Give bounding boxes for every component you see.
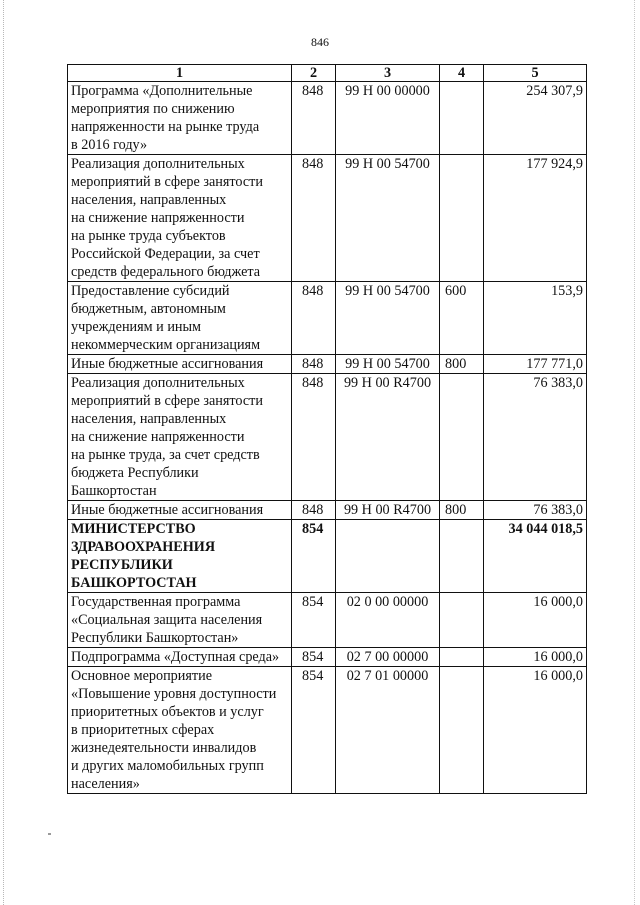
table-header: [68, 65, 587, 82]
row-name-line: на рынке труда, за счет средств: [71, 447, 260, 463]
row-name-line: «Социальная защита населения: [71, 612, 263, 628]
table-row: [68, 648, 587, 667]
header-col-3: 3: [336, 65, 440, 82]
row-csr-cell: 99 Н 00 00000: [336, 82, 440, 155]
row-sum-cell: 177 924,9: [484, 155, 587, 282]
row-name-line: и других маломобильных групп: [71, 758, 264, 774]
row-name-line: «Повышение уровня доступности: [71, 686, 277, 702]
row-name-line: на рынке труда субъектов: [71, 228, 226, 244]
header-col-5: 5: [484, 65, 587, 82]
row-name-line: в 2016 году»: [71, 137, 148, 153]
row-name-line: населения, направленных: [71, 411, 227, 427]
row-vr-cell: [440, 648, 484, 667]
row-name-line: некоммерческим организациям: [71, 337, 261, 353]
row-vr-cell: [440, 593, 484, 648]
scan-right-edge: [634, 0, 636, 905]
row-sum-cell: 16 000,0: [484, 648, 587, 667]
row-csr-cell: 99 Н 00 R4700: [336, 374, 440, 501]
row-sum-cell: 16 000,0: [484, 593, 587, 648]
row-name-line: Иные бюджетные ассигнования: [71, 502, 264, 518]
row-name-cell: [68, 155, 292, 282]
row-csr-cell: 02 7 01 00000: [336, 667, 440, 794]
row-name-line: Подпрограмма «Доступная среда»: [71, 649, 280, 665]
row-vr-cell: 800: [440, 355, 484, 374]
table-body: [68, 82, 587, 794]
row-ved-cell: 854: [292, 593, 336, 648]
row-name-line: в приоритетных сферах: [71, 722, 215, 738]
row-name-line: приоритетных объектов и услуг: [71, 704, 264, 720]
row-name-line: населения»: [71, 776, 140, 792]
row-ved-cell: 848: [292, 374, 336, 501]
row-csr-cell: [336, 520, 440, 593]
row-name-line: МИНИСТЕРСТВО: [71, 521, 196, 537]
row-sum-cell: 177 771,0: [484, 355, 587, 374]
row-vr-cell: 800: [440, 501, 484, 520]
row-sum-cell: 153,9: [484, 282, 587, 355]
row-name-cell: [68, 355, 292, 374]
row-name-cell: [68, 501, 292, 520]
row-name-line: мероприятий в сфере занятости: [71, 174, 263, 190]
table-row: [68, 155, 587, 282]
row-name-line: БАШКОРТОСТАН: [71, 575, 197, 591]
row-name-line: РЕСПУБЛИКИ: [71, 557, 173, 573]
row-name-line: Предоставление субсидий: [71, 283, 230, 299]
row-ved-cell: 854: [292, 667, 336, 794]
row-name-line: населения, направленных: [71, 192, 227, 208]
header-col-4: 4: [440, 65, 484, 82]
row-name-line: Основное мероприятие: [71, 668, 212, 684]
row-name-line: бюджета Республики: [71, 465, 199, 481]
table-row: [68, 593, 587, 648]
row-csr-cell: 99 Н 00 54700: [336, 282, 440, 355]
row-ved-cell: 848: [292, 501, 336, 520]
row-name-cell: [68, 282, 292, 355]
row-name-cell: [68, 82, 292, 155]
row-name-line: Иные бюджетные ассигнования: [71, 356, 264, 372]
row-sum-cell: 76 383,0: [484, 374, 587, 501]
row-csr-cell: 99 Н 00 54700: [336, 155, 440, 282]
budget-table: [67, 64, 587, 794]
header-col-1: 1: [68, 65, 292, 82]
row-sum-cell: 16 000,0: [484, 667, 587, 794]
row-name-line: Башкортостан: [71, 483, 157, 499]
row-name-line: Российской Федерации, за счет: [71, 246, 260, 262]
row-vr-cell: [440, 667, 484, 794]
row-name-line: жизнедеятельности инвалидов: [71, 740, 257, 756]
header-row: [68, 65, 587, 82]
header-col-2: 2: [292, 65, 336, 82]
row-csr-cell: 99 Н 00 54700: [336, 355, 440, 374]
row-sum-cell: 34 044 018,5: [484, 520, 587, 593]
row-name-line: Государственная программа: [71, 594, 241, 610]
row-ved-cell: 848: [292, 155, 336, 282]
row-name-line: Программа «Дополнительные: [71, 83, 253, 99]
row-csr-cell: 99 Н 00 R4700: [336, 501, 440, 520]
row-name-line: учреждениям и иным: [71, 319, 202, 335]
scan-left-edge: [3, 0, 5, 905]
scan-mark: [48, 833, 51, 835]
row-name-line: бюджетным, автономным: [71, 301, 226, 317]
row-vr-cell: [440, 155, 484, 282]
row-name-line: на снижение напряженности: [71, 429, 245, 445]
row-name-cell: [68, 593, 292, 648]
table-row: [68, 374, 587, 501]
row-vr-cell: [440, 82, 484, 155]
row-name-line: средств федерального бюджета: [71, 264, 261, 280]
table-row: [68, 82, 587, 155]
row-ved-cell: 848: [292, 82, 336, 155]
row-name-line: напряженности на рынке труда: [71, 119, 260, 135]
row-ved-cell: 854: [292, 648, 336, 667]
row-name-line: ЗДРАВООХРАНЕНИЯ: [71, 539, 216, 555]
row-name-cell: [68, 667, 292, 794]
row-name-line: на снижение напряженности: [71, 210, 245, 226]
row-name-line: Реализация дополнительных: [71, 375, 245, 391]
row-name-line: мероприятия по снижению: [71, 101, 235, 117]
row-name-cell: [68, 648, 292, 667]
row-sum-cell: 76 383,0: [484, 501, 587, 520]
row-sum-cell: 254 307,9: [484, 82, 587, 155]
row-vr-cell: [440, 374, 484, 501]
row-name-line: Республики Башкортостан»: [71, 630, 239, 646]
table-row: [68, 501, 587, 520]
row-ved-cell: 848: [292, 355, 336, 374]
table-row: [68, 355, 587, 374]
row-vr-cell: 600: [440, 282, 484, 355]
row-csr-cell: 02 0 00 00000: [336, 593, 440, 648]
row-ved-cell: 854: [292, 520, 336, 593]
row-name-cell: [68, 520, 292, 593]
table-row: [68, 282, 587, 355]
table-row: [68, 667, 587, 794]
table-row: [68, 520, 587, 593]
row-name-line: Реализация дополнительных: [71, 156, 245, 172]
row-ved-cell: 848: [292, 282, 336, 355]
row-vr-cell: [440, 520, 484, 593]
row-csr-cell: 02 7 00 00000: [336, 648, 440, 667]
row-name-cell: [68, 374, 292, 501]
row-name-line: мероприятий в сфере занятости: [71, 393, 263, 409]
page-number: 846: [311, 35, 329, 49]
